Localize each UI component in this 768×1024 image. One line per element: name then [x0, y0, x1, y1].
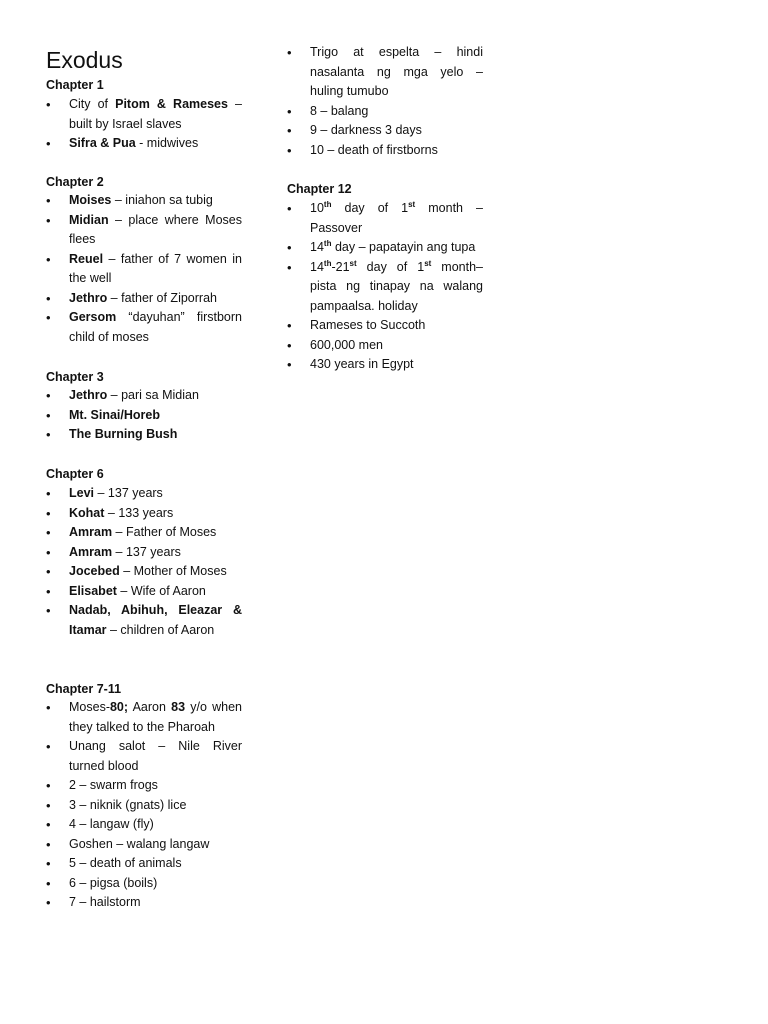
bold-term: Levi [69, 486, 95, 500]
item-text: - midwives [135, 136, 199, 150]
item-text: Trigo at espelta – hindi nasalanta ng mga yelo – huling tumubo [310, 45, 483, 98]
list-item [46, 874, 242, 894]
item-text: – 133 years [104, 505, 174, 520]
item-text: Aaron [128, 700, 172, 714]
list-item [46, 523, 242, 543]
page-title: Exodus [46, 47, 123, 73]
item-text: 4 – langaw (fly) [69, 817, 154, 831]
item-text: day of 1 [331, 201, 409, 215]
item-text: 2 – swarm frogs [69, 778, 158, 792]
bold-term: Sifra & Pua [69, 136, 136, 150]
item-text: – children of Aaron [106, 622, 215, 637]
item-text: day – papatayin ang tupa [331, 240, 476, 254]
superscript: th [323, 199, 332, 209]
list-item [46, 835, 242, 855]
item-text: – 137 years [112, 544, 181, 559]
list-item [46, 211, 242, 250]
bold-term: Jethro [69, 388, 108, 402]
item-text: 14 [310, 240, 324, 254]
superscript: th [323, 258, 332, 268]
list-item [287, 102, 483, 122]
item-text: 600,000 men [310, 337, 383, 352]
bullet-list [46, 191, 242, 347]
bullet-list [287, 43, 483, 160]
list-item [46, 562, 242, 582]
superscript: st [349, 258, 357, 268]
list-item [46, 854, 242, 874]
bold-term: Pitom & Rameses [115, 97, 228, 111]
item-text: month– pista ng tinapay na walang pampaalsa. holiday [310, 259, 483, 313]
bold-term: The Burning Bush [69, 427, 178, 441]
list-item [46, 504, 242, 524]
list-item [46, 698, 242, 737]
list-item [46, 893, 242, 913]
section-heading: Chapter 3 [46, 370, 104, 384]
bullet-list [46, 698, 242, 913]
item-text: “dayuhan” firstborn child of moses [69, 310, 242, 344]
item-text: 8 – balang [310, 103, 369, 118]
item-text: – built by Israel slaves [69, 97, 242, 131]
bold-term: Midian [69, 212, 109, 227]
bullet-list [46, 386, 242, 445]
list-item [46, 815, 242, 835]
item-text: Unang salot – Nile River turned blood [69, 739, 242, 773]
bold-term: Nadab, Abihuh, Eleazar & Itamar [69, 603, 242, 637]
bullet-list [287, 199, 483, 375]
list-item [287, 199, 483, 238]
item-text: 9 – darkness 3 days [310, 123, 422, 137]
section-heading: Chapter 7-11 [46, 682, 122, 696]
item-text: 7 – hailstorm [69, 895, 141, 909]
bold-term: Kohat [69, 505, 105, 520]
item-text: 6 – pigsa (boils) [69, 875, 158, 890]
item-text: – Father of Moses [112, 525, 217, 539]
list-item [46, 289, 242, 309]
bold-term: Mt. Sinai/Horeb [69, 407, 160, 422]
list-item [287, 141, 483, 161]
item-text: 5 – death of animals [69, 856, 182, 870]
list-item [287, 238, 483, 258]
list-item [46, 95, 242, 134]
item-text: y/o when they talked to the Pharoah [69, 700, 242, 734]
bullet-list [46, 484, 242, 640]
superscript: st [424, 258, 432, 268]
list-item [287, 316, 483, 336]
item-text: – father of 7 women in the well [69, 251, 242, 285]
item-text: – 137 years [94, 486, 163, 500]
bold-term: Moises [69, 193, 112, 207]
list-item [287, 258, 483, 317]
bold-term: 80; [109, 700, 129, 714]
list-item [46, 250, 242, 289]
list-item [46, 484, 242, 504]
list-item [46, 406, 242, 426]
item-text: City of [69, 97, 116, 111]
bold-term: Jethro [69, 290, 108, 305]
bold-term: 83 [171, 700, 186, 714]
list-item [46, 601, 242, 640]
item-text: – pari sa Midian [107, 388, 199, 402]
bold-term: Reuel [69, 251, 104, 266]
item-text: 10 – death of firstborns [310, 142, 438, 157]
item-text: – Wife of Aaron [116, 583, 206, 598]
item-text: – Mother of Moses [119, 564, 227, 578]
section-heading: Chapter 6 [46, 467, 104, 481]
item-text: 3 – niknik (gnats) lice [69, 797, 187, 812]
list-item [46, 386, 242, 406]
bold-term: Amram [69, 544, 113, 559]
superscript: st [408, 199, 416, 209]
item-text: -21 [331, 259, 350, 274]
item-text: Rameses to Succoth [310, 318, 426, 332]
bullet-list [46, 95, 242, 154]
item-text: – iniahon sa tubig [111, 193, 213, 207]
list-item [46, 134, 242, 154]
item-text: Moses- [69, 700, 110, 714]
list-item [46, 582, 242, 602]
list-item [46, 425, 242, 445]
list-item [287, 43, 483, 102]
item-text: – father of Ziporrah [107, 290, 217, 305]
item-text: 430 years in Egypt [310, 357, 414, 371]
bold-term: Amram [69, 525, 113, 539]
bold-term: Gersom [69, 310, 117, 324]
item-text: 10 [310, 201, 324, 215]
bold-term: Jocebed [69, 564, 120, 578]
section-heading: Chapter 12 [287, 182, 352, 196]
section-heading: Chapter 1 [46, 78, 104, 92]
item-text: month – Passover [310, 201, 483, 235]
list-item [46, 776, 242, 796]
list-item [287, 121, 483, 141]
list-item [46, 308, 242, 347]
list-item [287, 336, 483, 356]
list-item [46, 737, 242, 776]
item-text: day of 1 [356, 259, 425, 274]
list-item [46, 796, 242, 816]
superscript: th [323, 238, 332, 248]
item-text: Goshen – walang langaw [69, 836, 210, 851]
item-text: – place where Moses flees [69, 212, 242, 246]
list-item [46, 191, 242, 211]
section-heading: Chapter 2 [46, 175, 104, 189]
bold-term: Elisabet [69, 583, 117, 598]
list-item [46, 543, 242, 563]
list-item [287, 355, 483, 375]
item-text: 14 [310, 259, 324, 274]
